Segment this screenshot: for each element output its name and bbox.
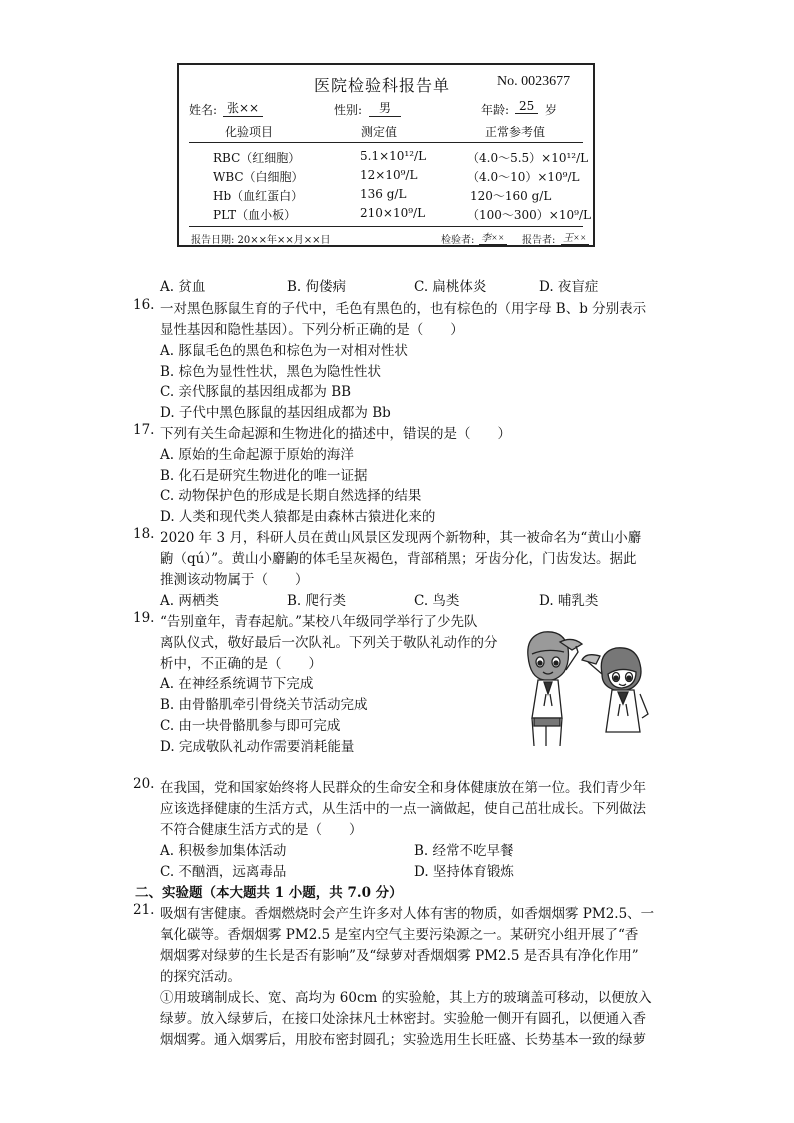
q17-stem-line: 下列有关生命起源和生物进化的描述中，错误的是（ ） [160,426,511,442]
q18-stem-line: 2020 年 3 月，科研人员在黄山风景区发现两个新物种，其一被命名为“黄山小麝 [160,530,642,546]
q21-stem-line: ①用玻璃制成长、宽、高均为 60cm 的实验舱，其上方的玻璃盖可移动，以便放入 [160,990,652,1006]
q16-option-a: A. 豚鼠毛色的黑色和棕色为一对相对性状 [160,343,408,359]
q16-option-b: B. 棕色为显性性状，黑色为隐性性状 [160,364,382,380]
q20-stem-line: 在我国，党和国家始终将人民群众的生命安全和身体健康放在第一位。我们青少年 [160,780,646,796]
q20-option-b: B. 经常不吃早餐 [414,843,514,859]
report-date: 报告日期: 20××年××月××日 [191,235,331,246]
q19-stem-line: “告别童年，青春起航。”某校八年级同学举行了少先队 [160,614,478,630]
q17-option-c: C. 动物保护色的形成是长期自然选择的结果 [160,488,422,504]
q15-option-d: D. 夜盲症 [539,279,599,295]
tester-label: 检验者: [441,235,475,246]
name-value: 张×× [223,99,263,117]
row-value: 12×10⁹/L [360,168,418,182]
q16-number: 16. [133,297,155,313]
q17-option-a: A. 原始的生命起源于原始的海洋 [160,447,354,463]
row-value: 5.1×10¹²/L [360,149,427,163]
q19-option-a: A. 在神经系统调节下完成 [160,676,314,692]
header-value: 测定值 [361,125,398,139]
row-item: WBC（白细胞） [213,170,304,184]
q18-option-c: C. 鸟类 [414,593,460,609]
row-value: 136 g/L [360,187,407,201]
q17-number: 17. [133,422,155,438]
q21-stem-line: 的探究活动。 [160,969,241,985]
age-value: 25 [515,99,538,114]
q19-option-d: D. 完成敬队礼动作需要消耗能量 [160,739,355,755]
q18-option-d: D. 哺乳类 [539,593,599,609]
report-serial: No. 0023677 [497,74,571,89]
footer-divider [189,226,583,227]
q20-option-d: D. 坚持体育锻炼 [414,864,514,880]
q18-option-a: A. 两栖类 [160,593,219,609]
q19-stem-line: 析中，不正确的是（ ） [160,656,322,672]
lab-report-card [177,63,595,247]
q21-stem-line: 烟烟雾对绿萝的生长是否有影响”及“绿萝对香烟烟雾 PM2.5 是否具有净化作用” [160,948,639,964]
q19-option-b: B. 由骨骼肌牵引骨绕关节活动完成 [160,697,368,713]
q20-option-a: A. 积极参加集体活动 [160,843,287,859]
header-reference: 正常参考值 [485,125,546,139]
q15-option-c: C. 扁桃体炎 [414,279,487,295]
row-reference: 120～160 g/L [470,189,552,203]
q18-option-b: B. 爬行类 [287,593,347,609]
row-item: RBC（红细胞） [213,151,301,165]
q19-stem-line: 离队仪式，敬好最后一次队礼。下列关于敬队礼动作的分 [160,635,498,651]
row-reference: （4.0～5.5）×10¹²/L [467,151,589,165]
report-title: 医院检验科报告单 [314,76,451,95]
sex-label: 性别: [334,103,363,117]
q16-stem-line: 显性基因和隐性基因）。下列分析正确的是（ ） [160,322,464,338]
reporter-label: 报告者: [522,235,556,246]
q19-option-c: C. 由一块骨骼肌参与即可完成 [160,718,341,734]
q17-option-b: B. 化石是研究生物进化的唯一证据 [160,468,368,484]
q16-stem-line: 一对黑色豚鼠生育的子代中，毛色有黑色的，也有棕色的（用字母 B、b 分别表示 [160,301,647,317]
q20-number: 20. [133,776,155,792]
header-divider [189,142,583,143]
q18-stem-line: 鼩（qú）”。黄山小麝鼩的体毛呈灰褐色，背部稍黑；牙齿分化，门齿发达。据此 [160,551,637,567]
row-value: 210×10⁹/L [360,206,426,220]
q18-number: 18. [133,526,155,542]
q21-stem-line: 吸烟有害健康。香烟燃烧时会产生许多对人体有害的物质，如香烟烟雾 PM2.5、一 [160,906,655,922]
salute-illustration [516,622,658,752]
q20-stem-line: 不符合健康生活方式的是（ ） [160,822,363,838]
row-item: Hb（血红蛋白） [213,189,304,203]
q21-number: 21. [133,902,155,918]
name-label: 姓名: [189,103,218,117]
q15-option-b: B. 佝偻病 [287,279,347,295]
q21-stem-line: 氧化碳等。香烟烟雾 PM2.5 是室内空气主要污染源之一。某研究小组开展了“香 [160,927,639,943]
q18-stem-line: 推测该动物属于（ ） [160,572,309,588]
sex-value: 男 [369,99,401,117]
q17-option-d: D. 人类和现代类人猿都是由森林古猿进化来的 [160,509,436,525]
age-unit: 岁 [545,103,558,117]
row-item: PLT（血小板） [213,208,297,222]
q20-stem-line: 应该选择健康的生活方式，从生活中的一点一滴做起，使自己茁壮成长。下列做法 [160,801,646,817]
q16-option-d: D. 子代中黑色豚鼠的基因组成都为 Bb [160,405,391,421]
section-heading: 二、实验题（本大题共 1 小题，共 7.0 分） [135,885,403,901]
age-label: 年龄: [481,103,510,117]
q21-stem-line: 绿萝。放入绿萝后，在接口处涂抹凡士林密封。实验舱一侧开有圆孔，以便通入香 [160,1011,646,1027]
q19-number: 19. [133,610,155,626]
q16-option-c: C. 亲代豚鼠的基因组成都为 BB [160,384,352,400]
q15-option-a: A. 贫血 [160,279,206,295]
q20-option-c: C. 不酗酒，远离毒品 [160,864,287,880]
header-item: 化验项目 [225,125,274,139]
row-reference: （4.0～10）×10⁹/L [467,170,580,184]
row-reference: （100～300）×10⁹/L [467,208,591,222]
q21-stem-line: 烟烟雾。通入烟雾后，用胶布密封圆孔；实验选用生长旺盛、长势基本一致的绿萝 [160,1032,646,1048]
reporter-signature: 王×× [561,229,589,245]
tester-signature: 李×× [479,229,507,245]
